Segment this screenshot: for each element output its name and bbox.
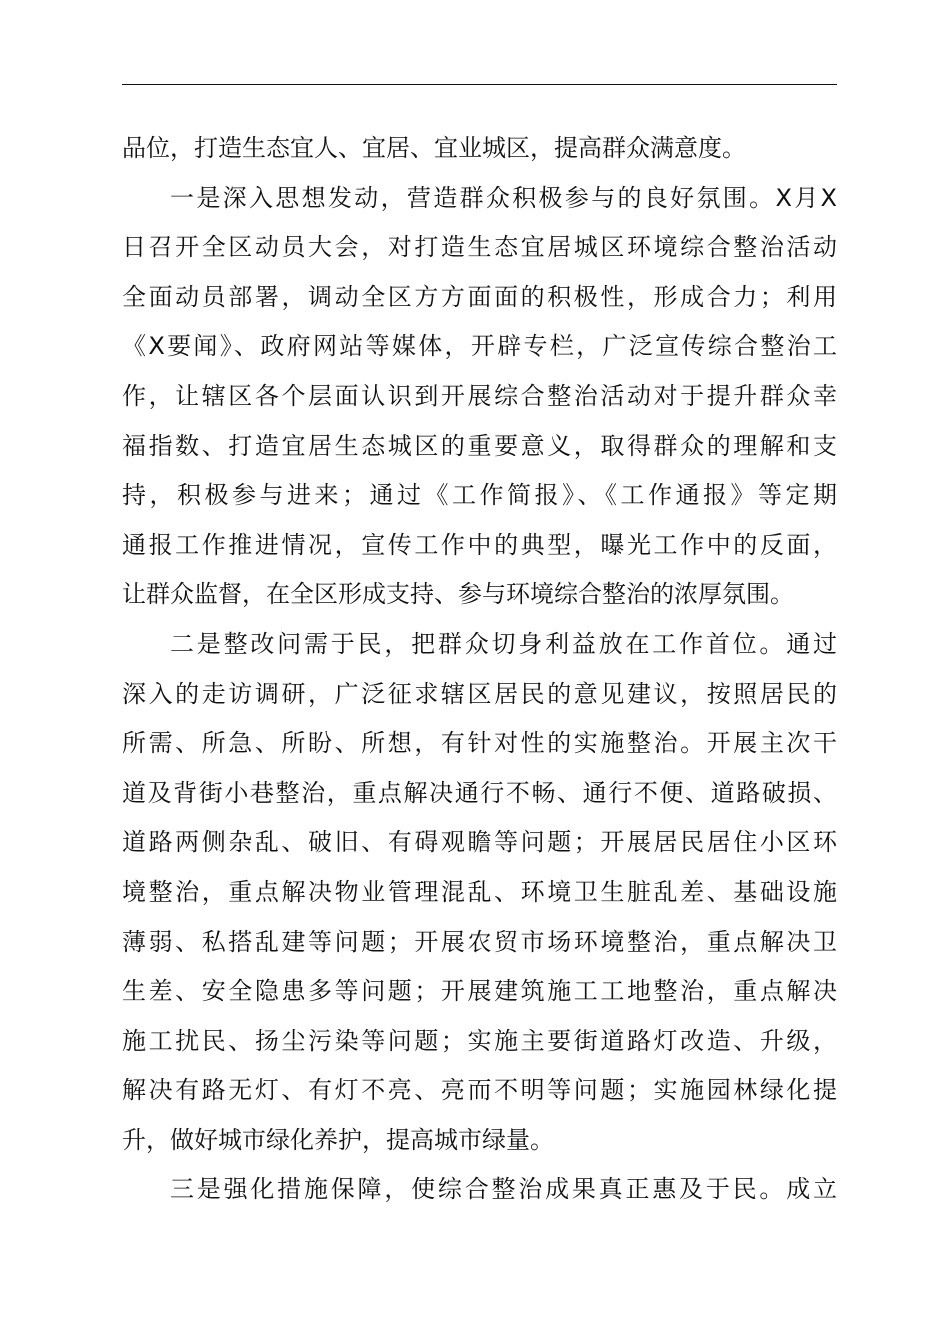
text-line: 让群众监督，在全区形成支持、参与环境综合整治的浓厚氛围。 — [122, 580, 794, 609]
text-line: 通报工作推进情况，宣传工作中的典型，曝光工作中的反面， — [122, 530, 837, 559]
text-line: 境整治，重点解决物业管理混乱、环境卫生脏乱差、基础设施 — [122, 877, 837, 906]
text-line: 品位，打造生态宜人、宜居、宜业城区，提高群众满意度。 — [122, 134, 746, 162]
text-line: 升，做好城市绿化养护，提高城市绿量。 — [122, 1125, 554, 1154]
document-body — [122, 124, 837, 1215]
text-line: 解决有路无灯、有灯不亮、亮而不明等问题；实施园林绿化提 — [122, 1076, 837, 1105]
text-line: 薄弱、私搭乱建等问题；开展农贸市场环境整治，重点解决卫 — [122, 927, 837, 956]
paragraph — [122, 174, 837, 620]
text-line: 生差、安全隐患多等问题；开展建筑施工工地整治，重点解决 — [122, 977, 837, 1006]
text-line: 施工扰民、扬尘污染等问题；实施主要街道路灯改造、升级， — [122, 1026, 837, 1055]
header-rule — [122, 84, 837, 85]
text-line: 福指数、打造宜居生态城区的重要意义，取得群众的理解和支 — [122, 431, 837, 460]
text-line: 三是强化措施保障，使综合整治成果真正惠及于民。成立 — [170, 1175, 837, 1204]
text-line: 道路两侧杂乱、破旧、有碍观瞻等问题；开展居民居住小区环 — [122, 828, 837, 857]
text-line: 道及背街小巷整治，重点解决通行不畅、通行不便、道路破损、 — [122, 778, 837, 807]
paragraph — [122, 620, 837, 1166]
text-line: 一是深入思想发动，营造群众积极参与的良好氛围。X月X — [170, 183, 837, 212]
text-line: 《X要闻》、政府网站等媒体，开辟专栏，广泛宣传综合整治工 — [122, 332, 837, 361]
text-line: 全面动员部署，调动全区方方面面的积极性，形成合力；利用 — [122, 282, 837, 311]
paragraph — [122, 1165, 837, 1215]
text-line: 持，积极参与进来；通过《工作简报》、《工作通报》等定期 — [122, 481, 837, 510]
text-line: 所需、所急、所盼、所想，有针对性的实施整治。开展主次干 — [122, 729, 837, 758]
text-line: 日召开全区动员大会，对打造生态宜居城区环境综合整治活动 — [122, 233, 837, 262]
text-line: 深入的走访调研，广泛征求辖区居民的意见建议，按照居民的 — [122, 679, 837, 708]
text-line: 二是整改问需于民，把群众切身利益放在工作首位。通过 — [170, 629, 837, 658]
text-line: 作，让辖区各个层面认识到开展综合整治活动对于提升群众幸 — [122, 381, 837, 410]
paragraph — [122, 124, 837, 174]
